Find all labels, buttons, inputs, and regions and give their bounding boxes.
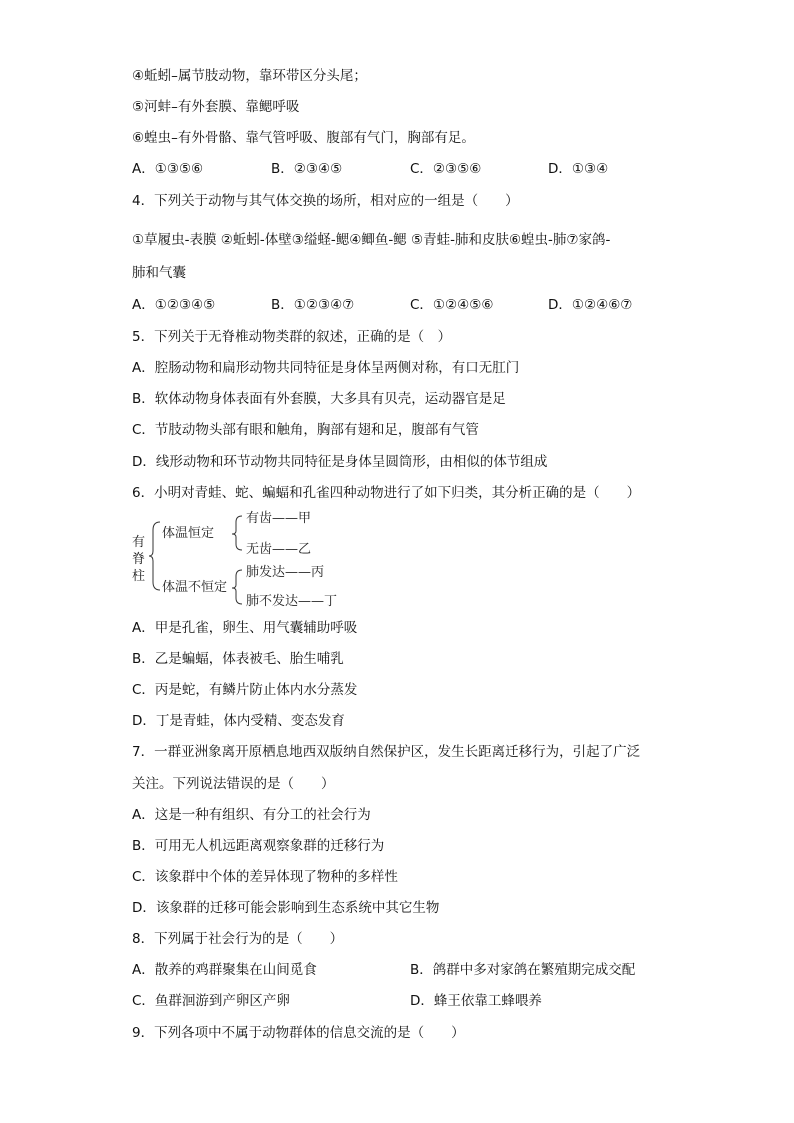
q7-stem-line1: 7．一群亚洲象离开原栖息地西双版纳自然保护区，发生长距离迁移行为，引起了广泛 [132, 744, 641, 760]
q4-stem: 4．下列关于动物与其气体交换的场所，相对应的一组是（ ） [132, 193, 519, 209]
diagram-brace-root [149, 522, 160, 590]
diagram-leaf-ding: 肺不发达——丁 [246, 594, 338, 609]
q5-stem: 5．下列关于无脊椎动物类群的叙述，正确的是（ ） [132, 329, 452, 345]
q6-option-a[interactable]: A．甲是孔雀，卵生、用气囊辅助呼吸 [132, 620, 358, 636]
diagram-brace-cold [232, 570, 242, 604]
q4-option-c[interactable]: C．①②④⑤⑥ [410, 297, 494, 313]
diagram-leaf-yi: 无齿——乙 [246, 542, 312, 557]
diagram-root-char-1: 有 [132, 535, 146, 550]
q6-option-d[interactable]: D．丁是青蛙，体内受精、变态发育 [132, 713, 345, 729]
q8-option-c[interactable]: C．鱼群洄游到产卵区产卵 [132, 993, 290, 1009]
q3-option-b[interactable]: B．②③④⑤ [271, 161, 343, 177]
q7-option-d[interactable]: D．该象群的迁移可能会影响到生态系统中其它生物 [132, 900, 440, 916]
diagram-root-char-3: 柱 [132, 569, 146, 584]
q7-option-a[interactable]: A．这是一种有组织、有分工的社会行为 [132, 807, 371, 823]
q4-option-d[interactable]: D．①②④⑥⑦ [548, 297, 633, 313]
q4-option-a[interactable]: A．①②③④⑤ [132, 297, 216, 313]
diagram-brace-warm [232, 516, 242, 550]
q6-stem: 6．小明对青蛙、蛇、蝙蝠和孔雀四种动物进行了如下归类，其分析正确的是（ ） [132, 485, 641, 501]
diagram-branch-warm: 体温恒定 [162, 526, 215, 541]
diagram-branch-cold: 体温不恒定 [162, 580, 228, 595]
q5-option-a[interactable]: A．腔肠动物和扁形动物共同特征是身体呈两侧对称，有口无肛门 [132, 360, 520, 376]
q8-option-d[interactable]: D．蜂王依靠工蜂喂养 [410, 993, 542, 1009]
q3-option-d[interactable]: D．①③④ [548, 161, 609, 177]
q3-item-5: ⑤河蚌–有外套膜、靠鳃呼吸 [132, 99, 300, 115]
q7-stem-line2: 关注。下列说法错误的是（ ） [132, 776, 335, 792]
q7-option-b[interactable]: B．可用无人机远距离观察象群的迁移行为 [132, 838, 385, 854]
q8-option-b[interactable]: B．鸽群中多对家鸽在繁殖期完成交配 [410, 962, 636, 978]
q9-stem: 9．下列各项中不属于动物群体的信息交流的是（ ） [132, 1025, 465, 1041]
q4-option-b[interactable]: B．①②③④⑦ [271, 297, 355, 313]
diagram-leaf-jia: 有齿——甲 [246, 511, 312, 526]
q3-item-4: ④蚯蚓–属节肢动物，靠环带区分头尾； [132, 68, 367, 84]
q4-items-line2: 肺和气囊 [132, 265, 186, 281]
q8-option-a[interactable]: A．散养的鸡群聚集在山间觅食 [132, 962, 317, 978]
q8-stem: 8．下列属于社会行为的是（ ） [132, 931, 344, 947]
q6-option-c[interactable]: C．丙是蛇，有鳞片防止体内水分蒸发 [132, 682, 358, 698]
q3-item-6: ⑥蝗虫–有外骨骼、靠气管呼吸、腹部有气门，胸部有足。 [132, 130, 475, 146]
q6-option-b[interactable]: B．乙是蝙蝠，体表被毛、胎生哺乳 [132, 651, 344, 667]
q6-classification-diagram [130, 506, 370, 610]
diagram-leaf-bing: 肺发达——丙 [246, 565, 325, 580]
q4-items-line1: ①草履虫-表膜 ②蚯蚓-体壁③缢蛏-鳃④鲫鱼-鳃 ⑤青蛙-肺和皮肤⑥蝗虫-肺⑦家鸽- [132, 232, 611, 248]
diagram-root-char-2: 脊 [132, 552, 146, 567]
q5-option-c[interactable]: C．节肢动物头部有眼和触角，胸部有翅和足，腹部有气管 [132, 422, 479, 438]
q5-option-b[interactable]: B．软体动物身体表面有外套膜，大多具有贝壳，运动器官是足 [132, 391, 506, 407]
q3-option-c[interactable]: C．②③⑤⑥ [410, 161, 482, 177]
q7-option-c[interactable]: C．该象群中个体的差异体现了物种的多样性 [132, 869, 398, 885]
q3-option-a[interactable]: A．①③⑤⑥ [132, 161, 204, 177]
q5-option-d[interactable]: D．线形动物和环节动物共同特征是身体呈圆筒形，由相似的体节组成 [132, 454, 548, 470]
